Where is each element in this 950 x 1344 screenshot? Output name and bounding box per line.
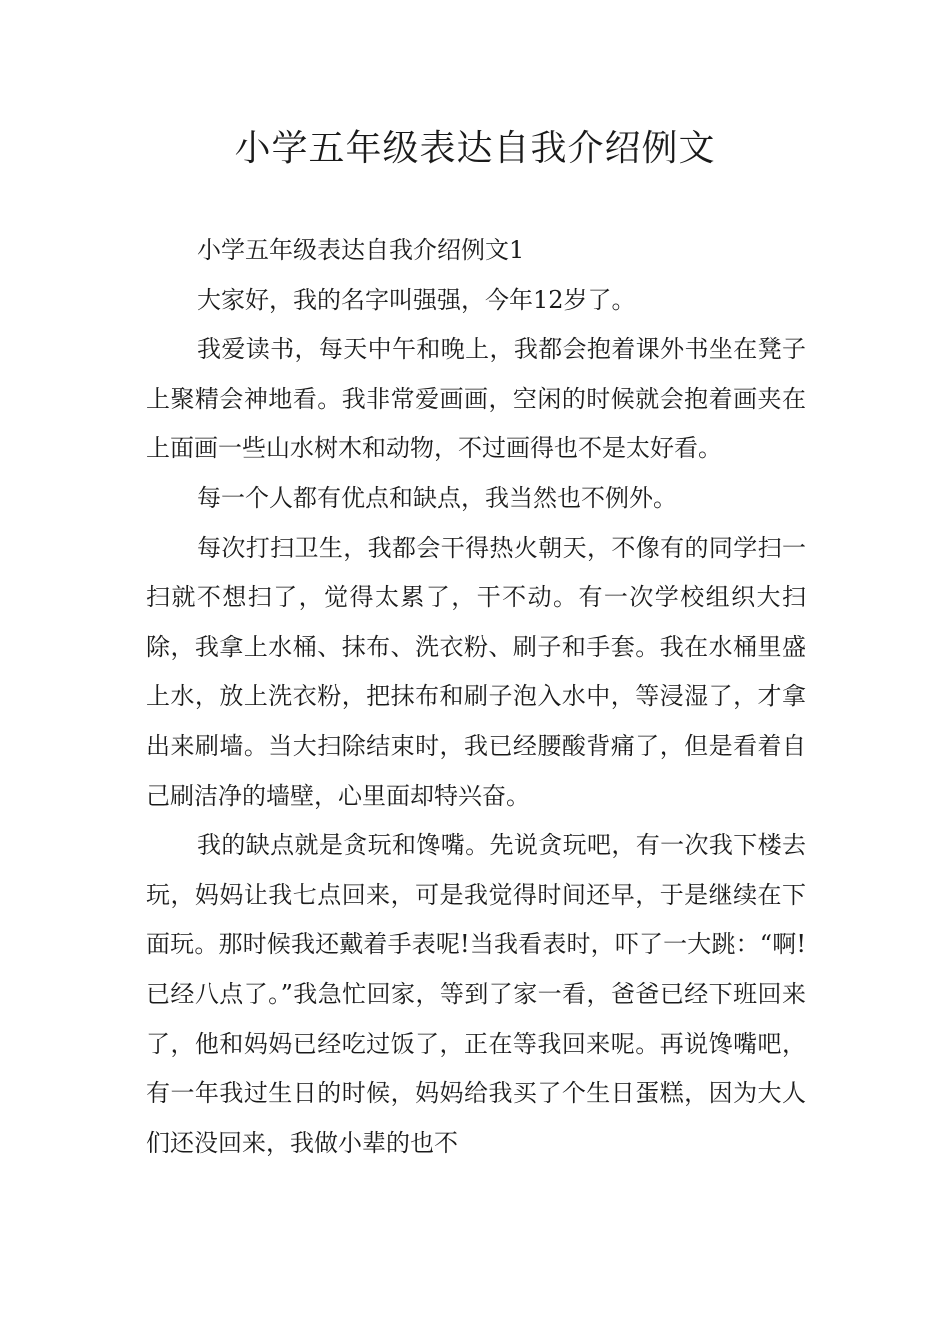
paragraph-strengths-weaknesses: 每一个人都有优点和缺点，我当然也不例外。 xyxy=(197,483,677,512)
paragraph-shortcomings: 我的缺点就是贪玩和馋嘴。先说贪玩吧，有一次我下楼去玩，妈妈让我七点回来，可是我觉得时间还早，于是继续在下面玩。那时候我还戴着手表呢!当我看表时，吓了一大跳：“啊!已经八点了。”我急忙回家，等到了家一看，爸爸已经下班回来了，他和妈妈已经吃过饭了，正在等我回来呢。再说馋嘴吧，有一年我过生日的时候，妈妈给我买了个生日蛋糕，因为大人们还没回来，我做小辈的也不 xyxy=(146,831,806,1157)
paragraph-subtitle: 小学五年级表达自我介绍例文1 xyxy=(197,236,525,264)
document-title: 小学五年级表达自我介绍例文 xyxy=(234,128,716,169)
paragraph-cleaning: 每次打扫卫生，我都会干得热火朝天，不像有的同学扫一扫就不想扫了，觉得太累了，干不动。有一次学校组织大扫除，我拿上水桶、抹布、洗衣粉、刷子和手套。我在水桶里盛上水，放上洗衣粉，把抹布和刷子泡入水中，等浸湿了，才拿出来刷墙。当大扫除结束时，我已经腰酸背痛了，但是看着自己刷洁净的墙壁，心里面却特兴奋。 xyxy=(146,533,806,810)
paragraph-hobbies: 我爱读书，每天中午和晚上，我都会抱着课外书坐在凳子上聚精会神地看。我非常爱画画，空闲的时候就会抱着画夹在上面画一些山水树木和动物，不过画得也不是太好看。 xyxy=(146,335,806,463)
paragraph-greeting: 大家好，我的名字叫强强，今年12岁了。 xyxy=(197,285,636,314)
document-body xyxy=(146,226,806,1168)
